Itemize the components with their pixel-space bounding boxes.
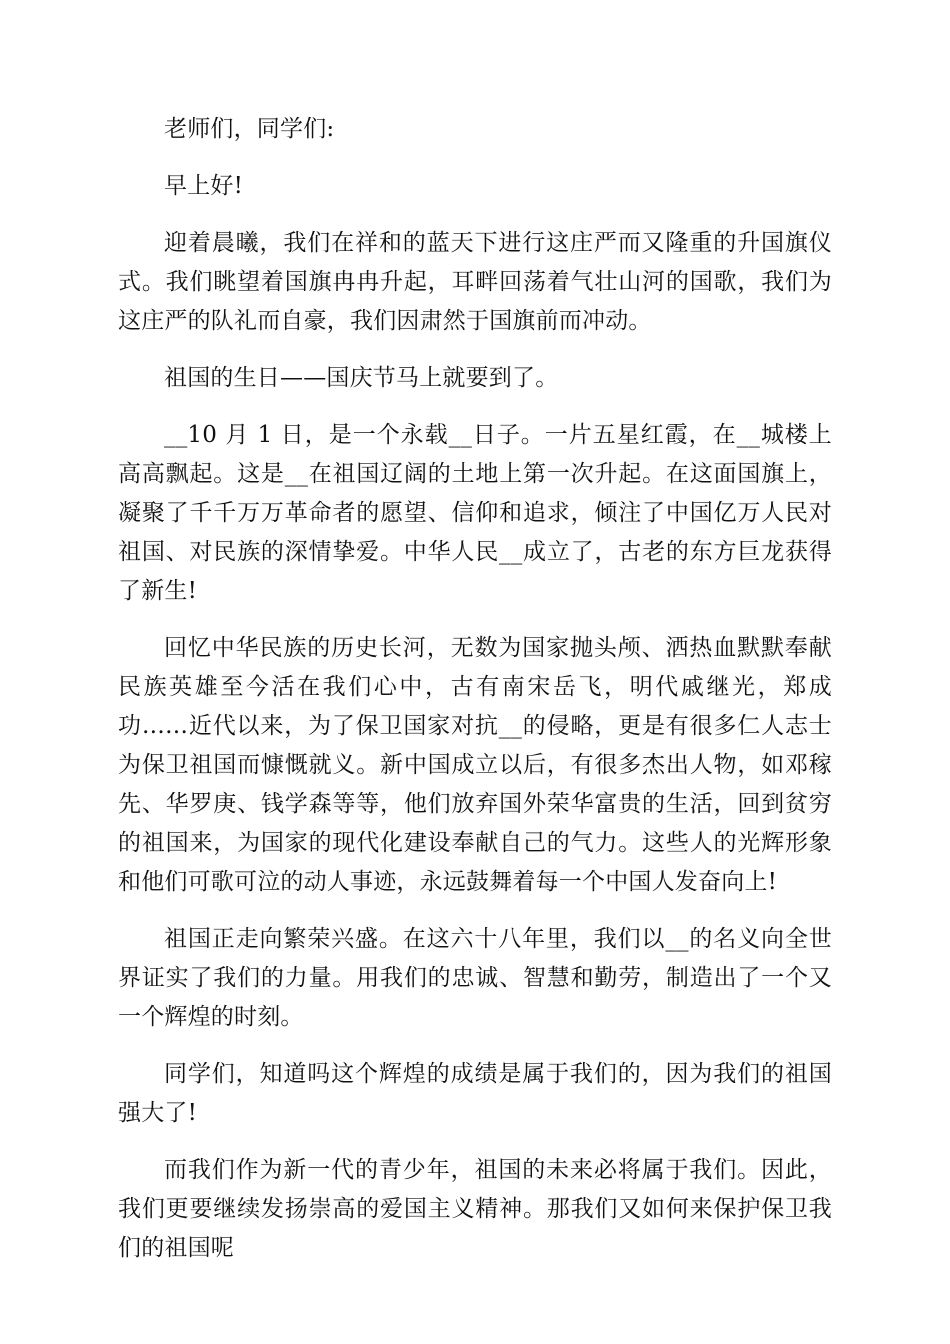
paragraph-greeting: 早上好!	[164, 173, 244, 199]
paragraph-national-day: 祖国的生日——国庆节马上就要到了。	[164, 365, 559, 391]
paragraph-salutation: 老师们，同学们:	[164, 116, 335, 142]
paragraph-prosperity: 祖国正走向繁荣兴盛。在这六十八年里，我们以__的名义向全世界证实了我们的力量。用我们的忠诚、智慧和勤劳，制造出了一个又一个辉煌的时刻。	[118, 926, 832, 1030]
paragraph-achievement: 同学们，知道吗这个辉煌的成绩是属于我们的，因为我们的祖国强大了!	[118, 1061, 832, 1126]
paragraph-youth: 而我们作为新一代的青少年，祖国的未来必将属于我们。因此，我们更要继续发扬崇高的爱国主义精神。那我们又如何来保护保卫我们的祖国呢	[118, 1157, 832, 1261]
paragraph-flag-ceremony: 迎着晨曦，我们在祥和的蓝天下进行这庄严而又隆重的升国旗仪式。我们眺望着国旗冉冉升起，耳畔回荡着气壮山河的国歌，我们为这庄严的队礼而自豪，我们因肃然于国旗前而冲动。	[118, 230, 832, 334]
paragraph-history: 回忆中华民族的历史长河，无数为国家抛头颅、洒热血默默奉献民族英雄至今活在我们心中，古有南宋岳飞，明代戚继光，郑成功……近代以来，为了保卫国家对抗__的侵略，更是有很多仁人志士为保卫祖国而慷慨就义。新中国成立以后，有很多杰出人物，如邓稼先、华罗庚、钱学森等等，他们放弃国外荣华富贵的生活，回到贫穷的祖国来，为国家的现代化建设奉献自己的气力。这些人的光辉形象和他们可歌可泣的动人事迹，永远鼓舞着每一个中国人发奋向上!	[118, 635, 832, 895]
paragraph-founding: __10 月 1 日，是一个永载__日子。一片五星红霞，在__城楼上高高飘起。这是__在祖国辽阔的土地上第一次升起。在这面国旗上，凝聚了千千万万革命者的愿望、信仰和追求，倾注了中国亿万人民对祖国、对民族的深情挚爱。中华人民__成立了，古老的东方巨龙获得了新生!	[118, 422, 832, 604]
document-body	[118, 110, 832, 1286]
